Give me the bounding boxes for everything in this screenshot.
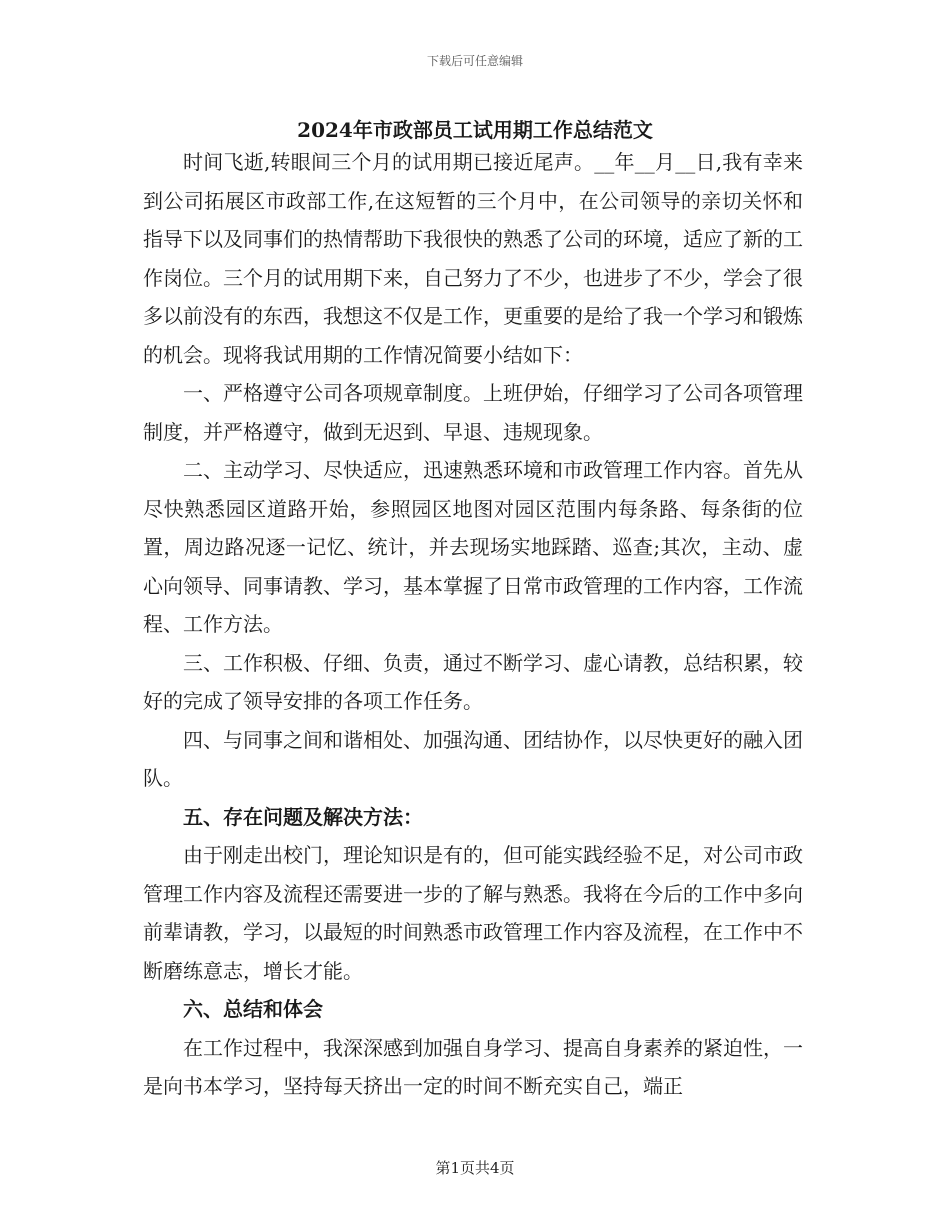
- page-number: 第1页共4页: [435, 1159, 515, 1177]
- section-heading-summary: 六、总结和体会: [183, 997, 323, 1021]
- paragraph-intro: 时间飞逝,转眼间三个月的试用期已接近尾声。__年__月__日,我有幸来到公司拓展区市政部工作,在这短暂的三个月中，在公司领导的亲切关怀和指导下以及同事们的热情帮助下我很快的熟悉了公司的环境，适应了新的工作岗位。三个月的试用期下来，自己努力了不少，也进步了不少，学会了很多以前没有的东西，我想这不仅是工作，更重要的是给了我一个学习和锻炼的机会。现将我试用期的工作情况简要小结如下：: [143, 150, 803, 367]
- paragraph-summary: 在工作过程中，我深深感到加强自身学习、提高自身素养的紧迫性，一是向书本学习，坚持每天挤出一定的时间不断充实自己，端正: [143, 1035, 803, 1098]
- document-body: [143, 143, 803, 1106]
- document-title: 2024年市政部员工试用期工作总结范文: [297, 118, 653, 142]
- section-heading-problems: 五、存在问题及解决方法：: [183, 804, 423, 829]
- paragraph-teamwork: 四、与同事之间和谐相处、加强沟通、团结协作，以尽快更好的融入团队。: [143, 727, 803, 790]
- paragraph-attitude: 三、工作积极、仔细、负责，通过不断学习、虚心请教，总结积累，较好的完成了领导安排的各项工作任务。: [143, 650, 803, 713]
- paragraph-rules: 一、严格遵守公司各项规章制度。上班伊始，仔细学习了公司各项管理制度，并严格遵守，做到无迟到、早退、违规现象。: [143, 381, 803, 444]
- download-note: 下载后可任意编辑: [426, 54, 523, 68]
- paragraph-learning: 二、主动学习、尽快适应，迅速熟悉环境和市政管理工作内容。首先从尽快熟悉园区道路开始，参照园区地图对园区范围内每条路、每条街的位置，周边路况逐一记忆、统计，并去现场实地踩踏、巡查;其次，主动、虚心向领导、同事请教、学习，基本掌握了日常市政管理的工作内容，工作流程、工作方法。: [143, 458, 803, 636]
- paragraph-problems: 由于刚走出校门，理论知识是有的，但可能实践经验不足，对公司市政管理工作内容及流程还需要进一步的了解与熟悉。我将在今后的工作中多向前辈请教，学习，以最短的时间熟悉市政管理工作内容及流程，在工作中不断磨练意志，增长才能。: [143, 843, 803, 983]
